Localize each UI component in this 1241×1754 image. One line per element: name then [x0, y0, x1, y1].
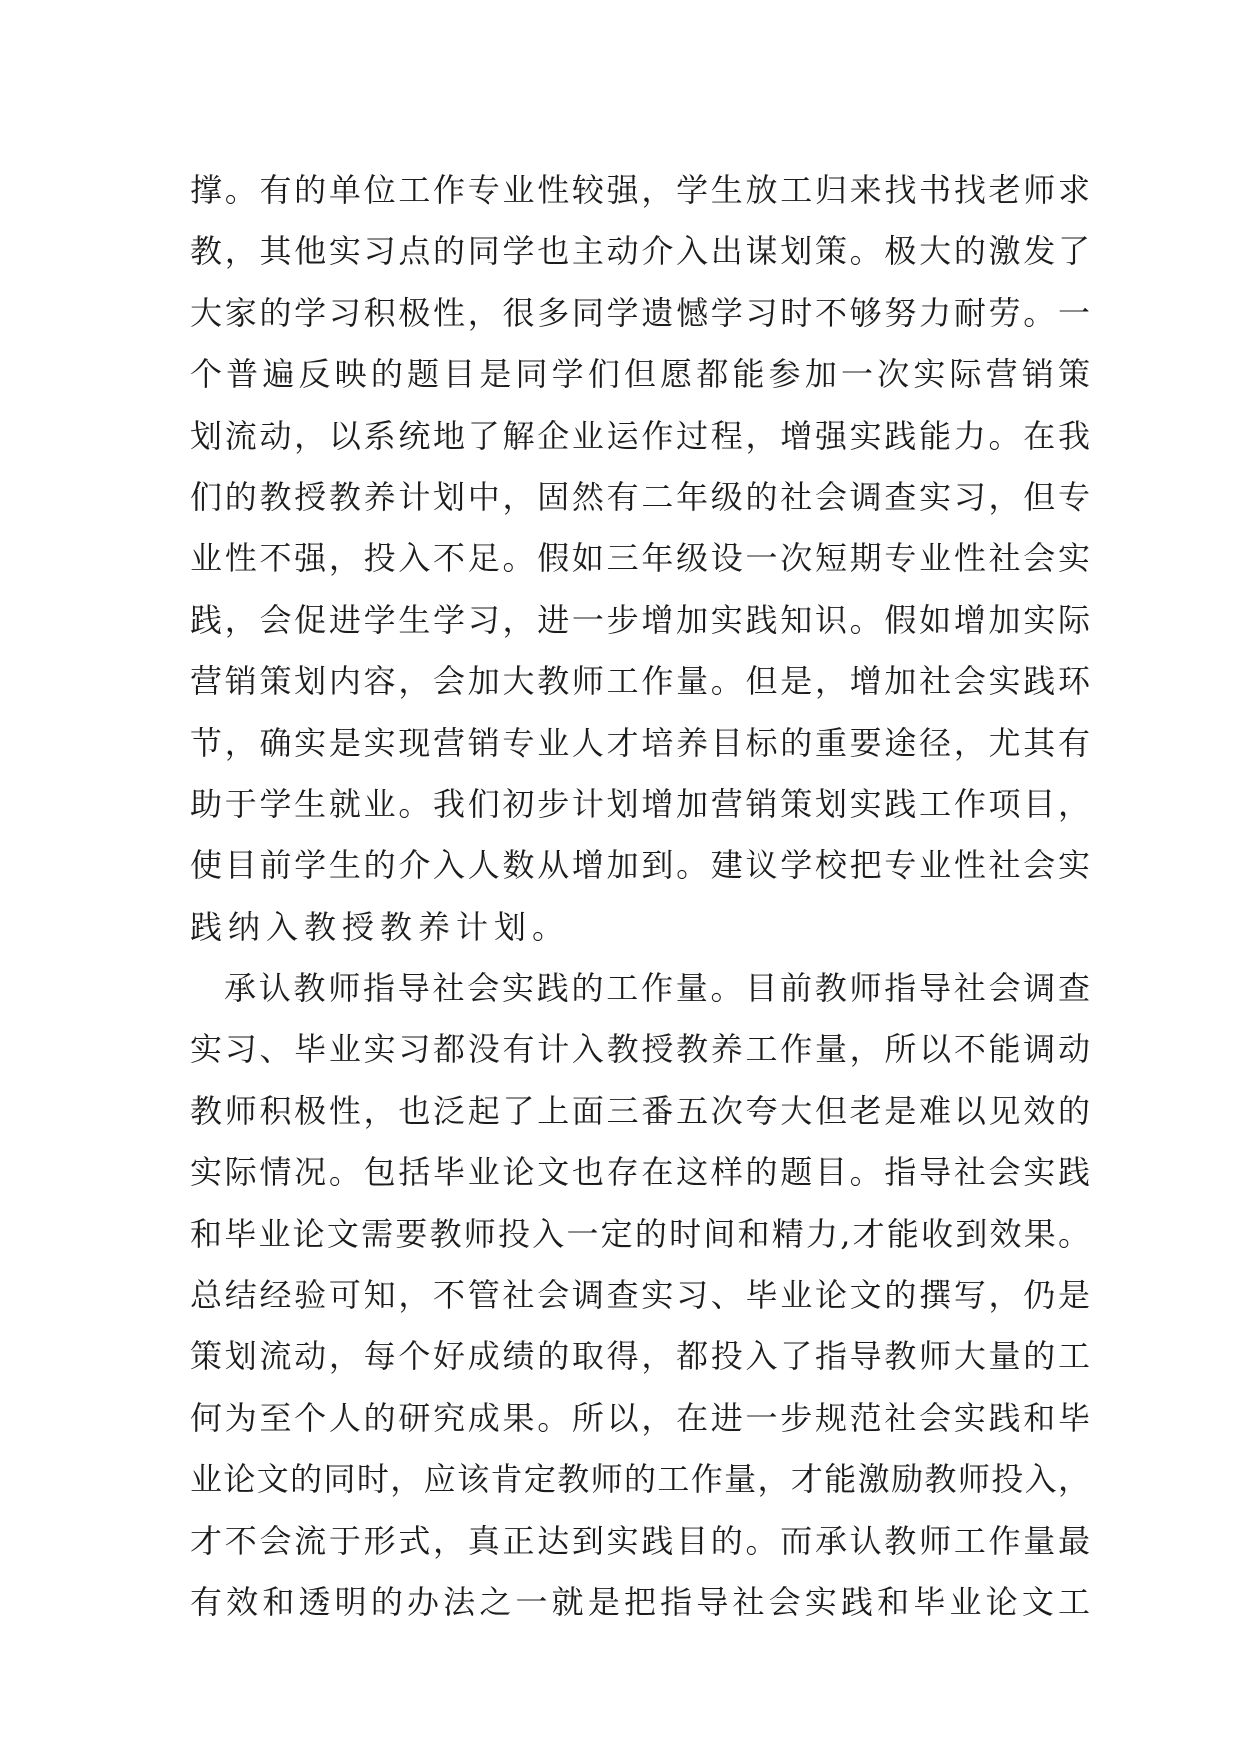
text-line: 实际情况。包括毕业论文也存在这样的题目。指导社会实践	[190, 1153, 1090, 1192]
text-line: 业性不强，投入不足。假如三年级设一次短期专业性社会实	[190, 539, 1090, 578]
text-line: 总结经验可知，不管社会调查实习、毕业论文的撰写，仍是	[190, 1276, 1090, 1315]
text-line: 使目前学生的介入人数从增加到。建议学校把专业性社会实	[190, 846, 1090, 885]
text-line: 有效和透明的办法之一就是把指导社会实践和毕业论文工	[190, 1582, 1090, 1621]
text-line: 才不会流于形式，真正达到实践目的。而承认教师工作量最	[190, 1521, 1090, 1560]
text-line: 承认教师指导社会实践的工作量。目前教师指导社会调查	[224, 969, 1090, 1008]
text-line: 节，确实是实现营销专业人才培养目标的重要途径，尤其有	[190, 723, 1090, 762]
text-line: 营销策划内容，会加大教师工作量。但是，增加社会实践环	[190, 662, 1090, 701]
text-line: 策划流动，每个好成绩的取得，都投入了指导教师大量的工	[190, 1337, 1090, 1376]
text-line: 撑。有的单位工作专业性较强，学生放工归来找书找老师求	[190, 171, 1090, 209]
text-line: 实习、毕业实习都没有计入教授教养工作量，所以不能调动	[190, 1030, 1090, 1069]
text-line: 助于学生就业。我们初步计划增加营销策划实践工作项目，	[190, 784, 1090, 823]
text-line: 划流动，以系统地了解企业运作过程，增强实践能力。在我	[190, 416, 1090, 455]
text-line: 何为至个人的研究成果。所以，在进一步规范社会实践和毕	[190, 1398, 1090, 1437]
text-line: 教师积极性，也泛起了上面三番五次夸大但老是难以见效的	[190, 1091, 1090, 1130]
text-line: 大家的学习积极性，很多同学遗憾学习时不够努力耐劳。一	[190, 293, 1090, 332]
text-line: 和毕业论文需要教师投入一定的时间和精力,才能收到效果。	[190, 1214, 1090, 1253]
text-line: 个普遍反映的题目是同学们但愿都能参加一次实际营销策	[190, 355, 1090, 394]
text-line: 教，其他实习点的同学也主动介入出谋划策。极大的激发了	[190, 232, 1090, 271]
text-line: 践，会促进学生学习，进一步增加实践知识。假如增加实际	[190, 600, 1090, 639]
text-line: 业论文的同时，应该肯定教师的工作量，才能激励教师投入，	[190, 1460, 1090, 1499]
paragraph	[190, 958, 1090, 1633]
paragraph	[190, 160, 1090, 958]
body-text	[190, 160, 1090, 1633]
text-line: 们的教授教养计划中，固然有二年级的社会调查实习，但专	[190, 477, 1090, 516]
text-line: 践纳入教授教养计划。	[190, 907, 571, 946]
